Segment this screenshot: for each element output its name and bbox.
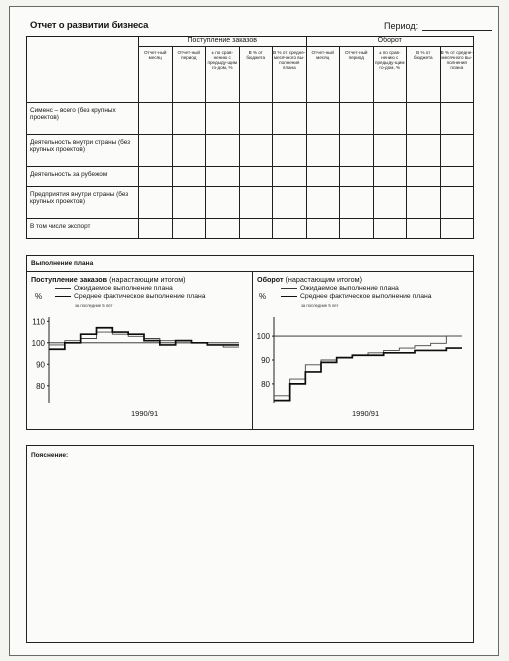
table-cell[interactable] — [306, 166, 340, 186]
legend-plan-label: Ожидаемое выполнение плана — [300, 285, 399, 292]
table-cell[interactable] — [206, 166, 240, 186]
turnover-xlabel: 1990/91 — [352, 409, 380, 418]
col-vs-previous-year: ± по срав-нению с предыду-щим го-дом, % — [206, 47, 240, 103]
section-title: Выполнение плана — [31, 260, 94, 267]
table-cell[interactable] — [407, 186, 441, 218]
orders-xlabel: 1990/91 — [131, 409, 159, 418]
turnover-heading-bold: Оборот — [257, 275, 284, 284]
y-tick-label: 110 — [32, 317, 45, 327]
group-header-turnover: Оборот — [306, 37, 474, 47]
table-cell[interactable] — [340, 218, 374, 238]
notes-label: Пояснение: — [31, 452, 69, 459]
table-cell[interactable] — [306, 103, 340, 135]
table-cell[interactable] — [206, 218, 240, 238]
col-vs-previous-year: ± по срав-нению с предыду-щим го-дом, % — [373, 47, 407, 103]
table-cell[interactable] — [340, 186, 374, 218]
orders-legend-actual — [55, 293, 206, 301]
y-tick-label: 80 — [261, 379, 270, 389]
turnover-legend-actual — [281, 293, 432, 301]
table-cell[interactable] — [340, 134, 374, 166]
table-cell[interactable] — [440, 186, 474, 218]
legend-line-thick — [281, 296, 297, 297]
orders-legend-plan — [55, 285, 173, 293]
table-cell[interactable] — [440, 218, 474, 238]
row-label: Сименс – всего (без крупных проектов) — [27, 103, 139, 135]
table-cell[interactable] — [172, 103, 206, 135]
legend-line-thick — [55, 296, 71, 297]
legend-plan-label: Ожидаемое выполнение плана — [74, 285, 173, 292]
table-cell[interactable] — [373, 218, 407, 238]
y-tick-label: 90 — [261, 356, 270, 365]
orders-legend-note: за последние 5 лет — [75, 303, 113, 308]
col-report-month: Отчет-ный месяц — [306, 47, 340, 103]
turnover-pct-label: % — [259, 292, 267, 301]
row-label: В том числе экспорт — [27, 218, 139, 238]
series-actual-line — [49, 328, 239, 350]
table-row — [27, 186, 474, 218]
table-cell[interactable] — [239, 166, 273, 186]
series-plan-line — [274, 336, 462, 396]
group-header-orders: Поступление заказов — [139, 37, 307, 47]
table-cell[interactable] — [273, 218, 307, 238]
table-cell[interactable] — [172, 166, 206, 186]
row-label: Деятельность за рубежом — [27, 166, 139, 186]
table-cell[interactable] — [407, 103, 441, 135]
plan-fulfillment-section — [26, 255, 474, 430]
orders-pct-label: % — [35, 292, 43, 301]
table-cell[interactable] — [373, 134, 407, 166]
series-actual-line — [274, 348, 462, 401]
period-input-line[interactable] — [422, 30, 492, 31]
table-row — [27, 103, 474, 135]
y-tick-label: 100 — [31, 338, 45, 348]
table-cell[interactable] — [440, 134, 474, 166]
table-cell[interactable] — [273, 134, 307, 166]
table-cell[interactable] — [139, 134, 173, 166]
col-report-month: Отчет-ный месяц — [139, 47, 173, 103]
legend-line-thin — [281, 288, 297, 289]
y-tick-label: 100 — [256, 332, 270, 342]
report-table — [26, 36, 474, 239]
legend-actual-label: Среднее фактическое выполнение плана — [300, 293, 432, 300]
turnover-chart-heading — [257, 275, 362, 284]
table-cell[interactable] — [172, 186, 206, 218]
table-cell[interactable] — [407, 218, 441, 238]
section-divider — [27, 271, 473, 272]
table-row — [27, 218, 474, 238]
table-cell[interactable] — [239, 186, 273, 218]
table-cell[interactable] — [340, 166, 374, 186]
table-cell[interactable] — [239, 218, 273, 238]
y-tick-label: 80 — [36, 381, 45, 391]
orders-chart-heading — [31, 275, 186, 284]
table-cell[interactable] — [273, 166, 307, 186]
period-label: Период: — [384, 21, 419, 31]
col-report-period: Отчет-ный период — [340, 47, 374, 103]
table-cell[interactable] — [306, 218, 340, 238]
table-cell[interactable] — [407, 134, 441, 166]
table-cell[interactable] — [139, 186, 173, 218]
turnover-legend-note: за последние 5 лет — [301, 303, 339, 308]
table-cell[interactable] — [239, 103, 273, 135]
col-pct-budget: В % от бюджета — [239, 47, 273, 103]
table-corner — [27, 37, 139, 103]
legend-line-thin — [55, 288, 71, 289]
row-label: Предприятия внутри страны (без крупных проектов) — [27, 186, 139, 218]
table-cell[interactable] — [407, 166, 441, 186]
table-cell[interactable] — [139, 218, 173, 238]
table-cell[interactable] — [340, 103, 374, 135]
table-cell[interactable] — [206, 186, 240, 218]
table-cell[interactable] — [440, 103, 474, 135]
table-cell[interactable] — [239, 134, 273, 166]
table-cell[interactable] — [373, 186, 407, 218]
table-cell[interactable] — [373, 166, 407, 186]
y-tick-label: 90 — [36, 360, 45, 370]
table-cell[interactable] — [273, 103, 307, 135]
table-cell[interactable] — [206, 103, 240, 135]
table-cell[interactable] — [306, 134, 340, 166]
table-cell[interactable] — [306, 186, 340, 218]
legend-actual-label: Среднее фактическое выполнение плана — [74, 293, 206, 300]
table-row — [27, 166, 474, 186]
orders-heading-rest: (нарастающим итогом) — [107, 275, 186, 284]
table-cell[interactable] — [440, 166, 474, 186]
orders-heading-bold: Поступление заказов — [31, 275, 108, 284]
table-cell[interactable] — [373, 103, 407, 135]
col-report-period: Отчет-ный период — [172, 47, 206, 103]
table-cell[interactable] — [139, 166, 173, 186]
turnover-heading-rest: (нарастающим итогом) — [283, 275, 362, 284]
table-cell[interactable] — [172, 134, 206, 166]
table-cell[interactable] — [139, 103, 173, 135]
table-cell[interactable] — [206, 134, 240, 166]
table-cell[interactable] — [273, 186, 307, 218]
table-row — [27, 134, 474, 166]
col-pct-budget: В % от бюджета — [407, 47, 441, 103]
turnover-legend-plan — [281, 285, 399, 293]
row-label: Деятельность внутри страны (без крупных проектов) — [27, 134, 139, 166]
notes-box[interactable] — [26, 445, 474, 643]
page-title: Отчет о развитии бизнеса — [30, 20, 149, 31]
col-pct-monthly-plan: В % от средне-месячного вы-полнения плана — [440, 47, 474, 103]
col-pct-monthly-plan: В % от средне-месячного вы-полнения плана — [273, 47, 307, 103]
table-cell[interactable] — [172, 218, 206, 238]
